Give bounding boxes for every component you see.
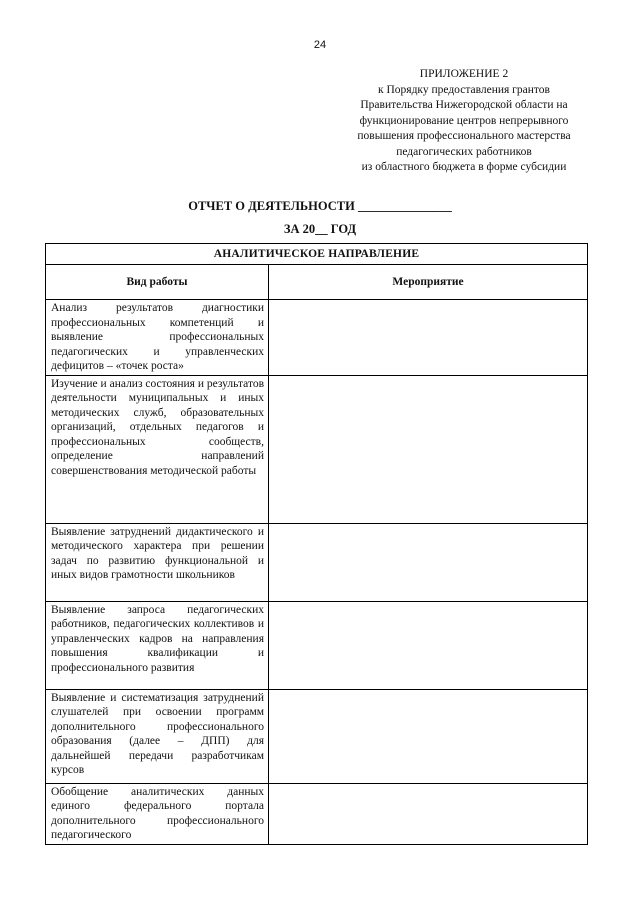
- activity-cell[interactable]: [269, 523, 588, 601]
- table-row: [46, 300, 588, 376]
- appendix-line: к Порядку предоставления грантов: [378, 83, 550, 96]
- appendix-line: ПРИЛОЖЕНИЕ 2: [419, 68, 509, 80]
- column-header-row: [46, 265, 588, 300]
- table-row: [46, 689, 588, 783]
- appendix-line: функционирование центров непрерывного: [359, 114, 569, 127]
- table-row: [46, 523, 588, 601]
- report-table: [45, 243, 588, 845]
- page-number: 24: [313, 39, 327, 51]
- work-type-cell: Обобщение аналитических данных единого федерального портала дополнительного профессионального педагогического: [46, 783, 269, 844]
- section-header: АНАЛИТИЧЕСКОЕ НАПРАВЛЕНИЕ: [46, 244, 588, 265]
- column-header-work-type: Вид работы: [46, 265, 269, 300]
- work-type-cell: Анализ результатов диагностики профессиональных компетенций и выявление профессиональных педагогических и управленческих дефицитов – «точек роста»: [46, 300, 269, 376]
- appendix-line: повышения профессионального мастерства: [357, 130, 571, 142]
- appendix-line: педагогических работников: [396, 145, 532, 158]
- activity-cell[interactable]: [269, 601, 588, 689]
- report-year: ЗА 20__ ГОД: [283, 222, 357, 236]
- section-header-row: [46, 244, 588, 265]
- column-header-activity: Мероприятие: [269, 265, 588, 300]
- work-type-cell: Выявление и систематизация затруднений слушателей при освоении программ дополнительного профессионального образования (далее – ДПП) для дальнейшей передачи разработчикам курсов: [46, 689, 269, 783]
- appendix-line: Правительства Нижегородской области на: [360, 99, 568, 111]
- activity-cell[interactable]: [269, 375, 588, 523]
- appendix-line: из областного бюджета в форме субсидии: [361, 161, 567, 173]
- appendix-block: [330, 67, 598, 176]
- work-type-cell: Выявление запроса педагогических работников, педагогических коллективов и управленческих кадров на направления повышения квалификации и профессионального развития: [46, 601, 269, 689]
- table-row: [46, 601, 588, 689]
- table-row: [46, 783, 588, 844]
- work-type-cell: Выявление затруднений дидактического и методического характера при решении задач по развитию функциональной и иных видов грамотности школьников: [46, 523, 269, 601]
- activity-cell[interactable]: [269, 300, 588, 376]
- activity-cell[interactable]: [269, 689, 588, 783]
- work-type-cell: Изучение и анализ состояния и результатов деятельности муниципальных и иных методических служб, образовательных организаций, отдельных педагогов и профессиональных сообществ, определение направлений совершенствования методической работы: [46, 375, 269, 523]
- table-row: [46, 375, 588, 523]
- activity-cell[interactable]: [269, 783, 588, 844]
- report-title: ОТЧЕТ О ДЕЯТЕЛЬНОСТИ _______________: [188, 199, 452, 213]
